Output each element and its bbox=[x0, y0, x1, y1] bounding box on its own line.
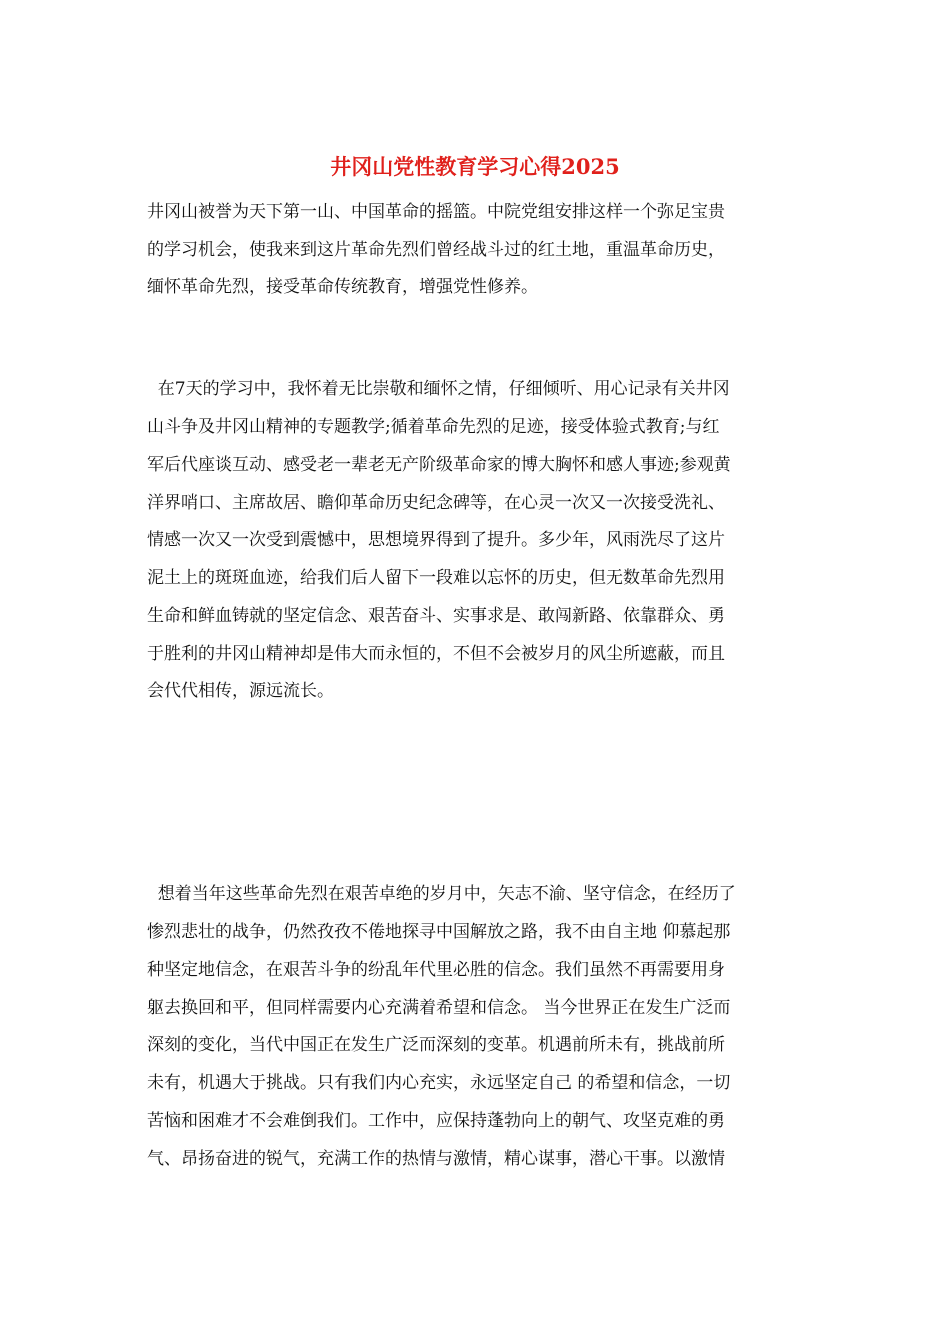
paragraph-line: 气、昂扬奋进的锐气，充满工作的热情与激情，精心谋事，潜心干事。以激情 bbox=[147, 1149, 725, 1169]
paragraph-line: 于胜利的井冈山精神却是伟大而永恒的，不但不会被岁月的风尘所遮蔽，而且 bbox=[147, 644, 725, 664]
paragraph-line: 军后代座谈互动、感受老一辈老无产阶级革命家的博大胸怀和感人事迹;参观黄 bbox=[147, 455, 731, 475]
paragraph-line: 情感一次又一次受到震憾中，思想境界得到了提升。多少年，风雨洗尽了这片 bbox=[147, 530, 725, 550]
paragraph-line: 在7天的学习中，我怀着无比崇敬和缅怀之情，仔细倾听、用心记录有关井冈 bbox=[147, 379, 730, 399]
paragraph-line: 泥土上的斑斑血迹，给我们后人留下一段难以忘怀的历史，但无数革命先烈用 bbox=[147, 568, 725, 588]
paragraph-line: 未有，机遇大于挑战。只有我们内心充实，永远坚定自己 的希望和信念，一切 bbox=[147, 1073, 731, 1093]
paragraph-line: 山斗争及井冈山精神的专题教学;循着革命先烈的足迹，接受体验式教育;与红 bbox=[147, 417, 720, 437]
paragraph-line: 躯去换回和平，但同样需要内心充满着希望和信念。 当今世界正在发生广泛而 bbox=[147, 998, 731, 1018]
document-title: 井冈山党性教育学习心得2025 bbox=[330, 154, 620, 179]
paragraph-line: 想着当年这些革命先烈在艰苦卓绝的岁月中，矢志不渝、坚守信念，在经历了 bbox=[147, 884, 736, 904]
paragraph-line: 井冈山被誉为天下第一山、中国革命的摇篮。中院党组安排这样一个弥足宝贵 bbox=[147, 202, 725, 222]
paragraph-line: 的学习机会，使我来到这片革命先烈们曾经战斗过的红土地，重温革命历史， bbox=[147, 240, 725, 260]
paragraph-line: 生命和鲜血铸就的坚定信念、艰苦奋斗、实事求是、敢闯新路、依靠群众、勇 bbox=[147, 606, 725, 626]
paragraph-line: 洋界哨口、主席故居、瞻仰革命历史纪念碑等，在心灵一次又一次接受洗礼、 bbox=[147, 493, 725, 513]
paragraph-line: 会代代相传，源远流长。 bbox=[147, 681, 334, 701]
paragraph-line: 苦恼和困难才不会难倒我们。工作中，应保持蓬勃向上的朝气、攻坚克难的勇 bbox=[147, 1111, 725, 1131]
paragraph-line: 种坚定地信念，在艰苦斗争的纷乱年代里必胜的信念。我们虽然不再需要用身 bbox=[147, 960, 725, 980]
paragraph-line: 深刻的变化，当代中国正在发生广泛而深刻的变革。机遇前所未有，挑战前所 bbox=[147, 1035, 725, 1055]
paragraph-line: 惨烈悲壮的战争，仍然孜孜不倦地探寻中国解放之路，我不由自主地 仰慕起那 bbox=[147, 922, 731, 942]
paragraph-line: 缅怀革命先烈，接受革命传统教育，增强党性修养。 bbox=[147, 277, 538, 297]
